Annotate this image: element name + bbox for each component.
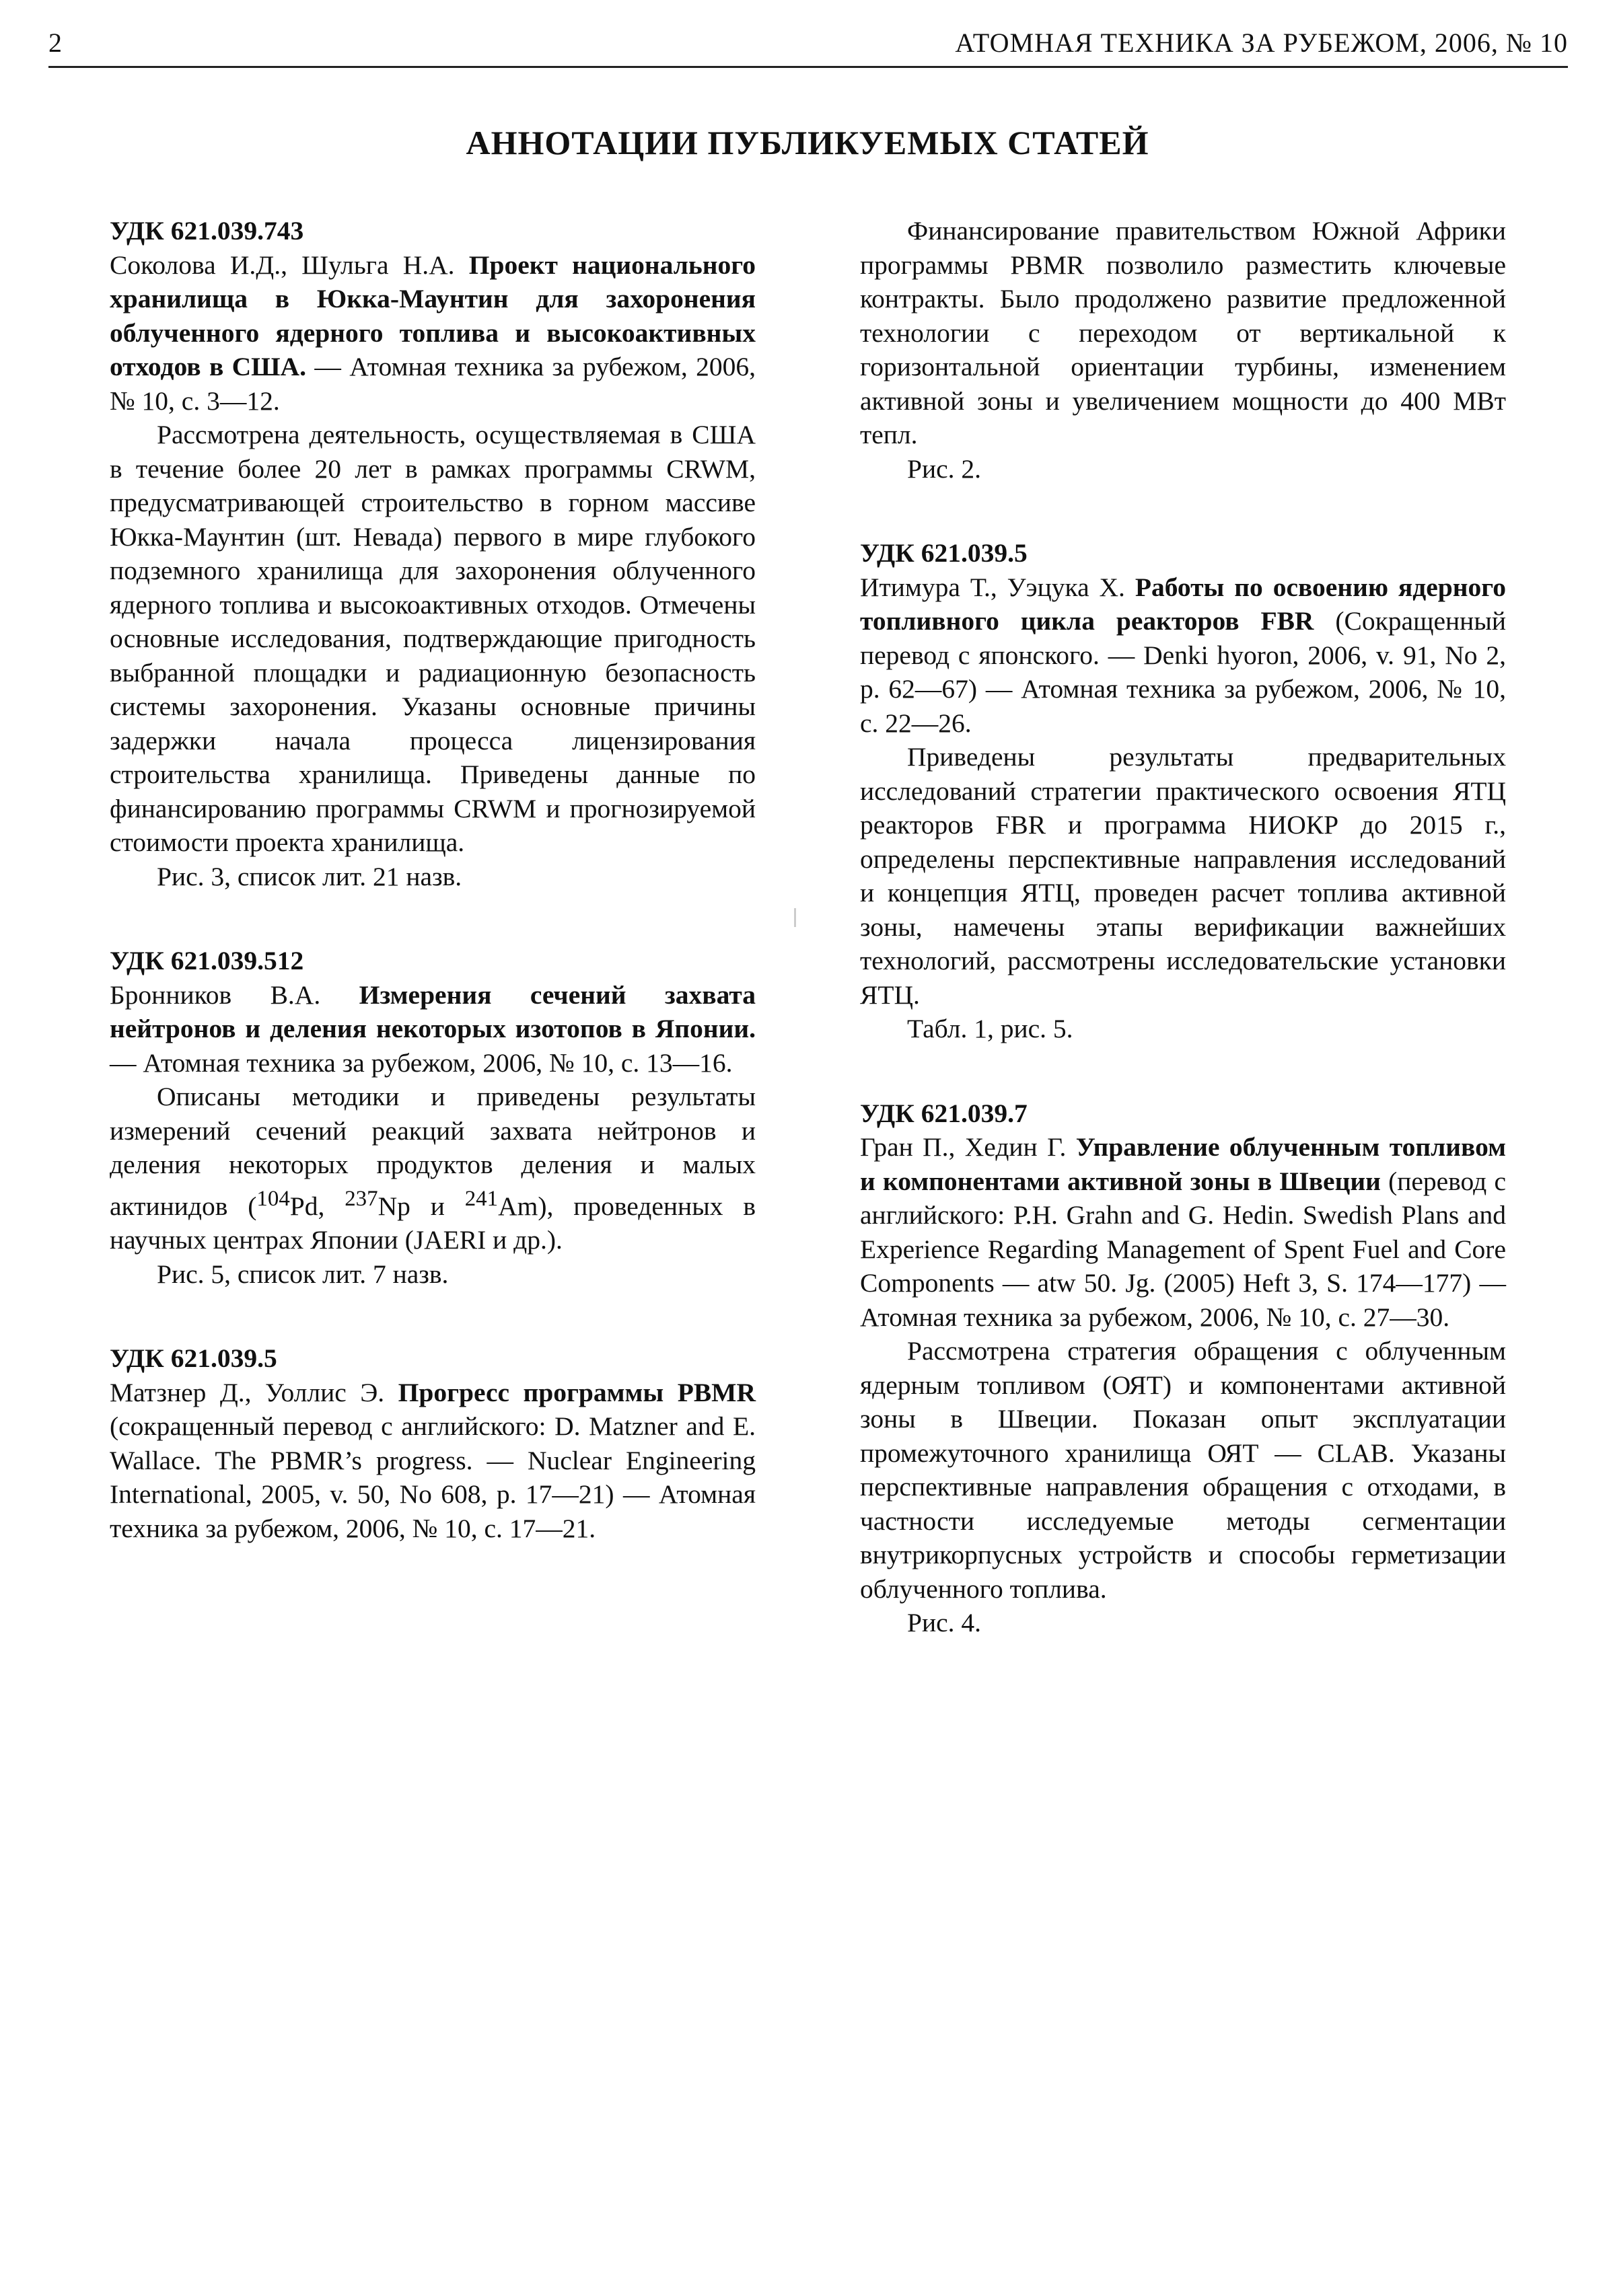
article-title: Измерения сечений захвата нейтронов и деления некоторых изотопов в Японии. [110, 979, 756, 1043]
left-column [110, 214, 756, 1596]
figures-note: Рис. 2. [907, 453, 982, 484]
article-title: Управление облученным топливом и компонентами активной зоны в Швеции [860, 1132, 1506, 1196]
journal-title: АТОМНАЯ ТЕХНИКА ЗА РУБЕЖОМ, 2006, № 10 [955, 28, 1568, 58]
figures-note: Рис. 5, список лит. 7 назв. [157, 1259, 449, 1289]
authors: Итимура Т., Уэцука Х. [860, 572, 1135, 602]
abstract-entry-cross-sections [110, 944, 756, 1291]
article-title: Проект национального хранилища в Юкка-Маунтин для захоронения облученного ядерного топлива и высокоактивных отходов в США. [110, 250, 756, 381]
figures-note: Рис. 4. [907, 1608, 982, 1637]
bibliographic-reference [860, 570, 1506, 741]
isotope-mass: 237 [345, 1186, 378, 1211]
page-title: АННОТАЦИИ ПУБЛИКУЕМЫХ СТАТЕЙ [466, 124, 1149, 161]
authors: Соколова И.Д., Шульга Н.А. [110, 250, 469, 280]
abstract-text: Финансирование правительством Южной Африки программы PBMR позволило разместить ключевые контракты. Было продолжено развитие предложенной технологии с переходом от вертикальной к горизонтальной ориентации турбины, изменением активной зоны и увеличением мощности до 400 МВт тепл. [860, 216, 1506, 449]
authors: Бронников В.А. [110, 979, 359, 1010]
abstract-text: Рассмотрена стратегия обращения с облученным ядерным топливом (ОЯТ) и компонентами активной зоны в Швеции. Показан опыт эксплуатации промежуточного хранилища ОЯТ — CLAB. Указаны перспективные направления обращения с отходами, в частности исследуемые методы сегментации внутрикорпусных устройств и способы герметизации облученного топлива. [860, 1336, 1506, 1604]
figures-note: Рис. 3, список лит. 21 назв. [157, 861, 462, 891]
source: (сокращенный перевод с английского: D. Matzner and E. Wallace. The PBMR’s progress. — Nuclear Engineering International, 2005, v. 50, No 608, p. 17—21) — Атомная техника за рубежом, 2006, № 10, с. 17—21. [110, 1411, 756, 1543]
isotope-symbol: Pd, [289, 1191, 345, 1221]
right-column [860, 214, 1506, 1691]
article-title: Работы по освоению ядерного топливного цикла реакторов FBR [860, 572, 1506, 636]
running-header [48, 27, 1568, 67]
bibliographic-reference [860, 1130, 1506, 1334]
source: (перевод с английского: P.H. Grahn and G. Hedin. Swedish Plans and Experience Regarding Management of Spent Fuel and Core Components — atw 50. Jg. (2005) Heft 3, S. 174—177) — Атомная техника за рубежом, 2006, № 10, с. 27—30. [860, 1166, 1507, 1332]
authors: Гран П., Хедин Г. [860, 1132, 1076, 1162]
source: (Сокращенный перевод с японского. — Denki hyoron, 2006, v. 91, No 2, p. 62—67) — Атомная техника за рубежом, 2006, № 10, с. 22—26. [860, 606, 1506, 738]
header-rule [48, 66, 1568, 68]
bibliographic-reference [110, 248, 756, 418]
page-number: 2 [48, 28, 62, 58]
abstract-text: Приведены результаты предварительных исследований стратегии практического освоения ЯТЦ реакторов FBR и программа НИОКР до 2015 г., определены перспективные направления исследований и концепция ЯТЦ, проведен расчет топлива активной зоны, намечены этапы верификации важнейших технологий, рассмотрены исследовательские установки ЯТЦ. [860, 742, 1506, 1010]
abstract-entry-sweden [860, 1097, 1506, 1640]
article-title: Прогресс программы PBMR [398, 1377, 756, 1407]
udc-code: УДК 621.039.743 [110, 216, 304, 246]
abstract-text-part: Am), проведенных в научных центрах Японии (JAERI и др.). [110, 1191, 756, 1255]
scan-mark [794, 908, 796, 927]
abstract-entry-pbmr [110, 1341, 756, 1545]
abstract-entry-yucca [110, 214, 756, 893]
abstract-text [110, 1080, 756, 1257]
abstract-text: Рассмотрена деятельность, осуществляемая в США в течение более 20 лет в рамках программы CRWM, предусматривающей строительство в горном массиве Юкка-Маунтин (шт. Невада) первого в мире глубокого подземного хранилища для захоронения облученного ядерного топлива и высокоактивных отходов. Отмечены основные исследования, подтверждающие пригодность выбранной площадки и радиационную безопасность системы захоронения. Указаны основные причины задержки начала процесса лицензирования строительства хранилища. Приведены данные по финансированию программы CRWM и прогнозируемой стоимости проекта хранилища. [110, 420, 756, 857]
udc-code: УДК 621.039.5 [110, 1343, 277, 1374]
udc-code: УДК 621.039.512 [110, 946, 304, 975]
source: — Атомная техника за рубежом, 2006, № 10, с. 3—12. [110, 352, 756, 416]
figures-note: Табл. 1, рис. 5. [907, 1014, 1073, 1043]
authors: Матзнер Д., Уоллис Э. [110, 1377, 398, 1407]
isotope-mass: 104 [256, 1186, 290, 1211]
isotope-mass: 241 [464, 1186, 499, 1211]
udc-code: УДК 621.039.5 [860, 538, 1028, 568]
source: — Атомная техника за рубежом, 2006, № 10, с. 13—16. [110, 1047, 733, 1078]
abstract-text-part: Описаны методики и приведены результаты измерений сечений реакций захвата нейтронов и деления некоторых продуктов деления и малых актинидов ( [110, 1082, 756, 1221]
bibliographic-reference [110, 1376, 756, 1546]
bibliographic-reference [110, 978, 756, 1080]
isotope-symbol: Np и [378, 1191, 465, 1221]
abstract-entry-fbr [860, 536, 1506, 1046]
abstract-entry-pbmr-continued [860, 214, 1506, 486]
udc-code: УДК 621.039.7 [860, 1098, 1028, 1128]
